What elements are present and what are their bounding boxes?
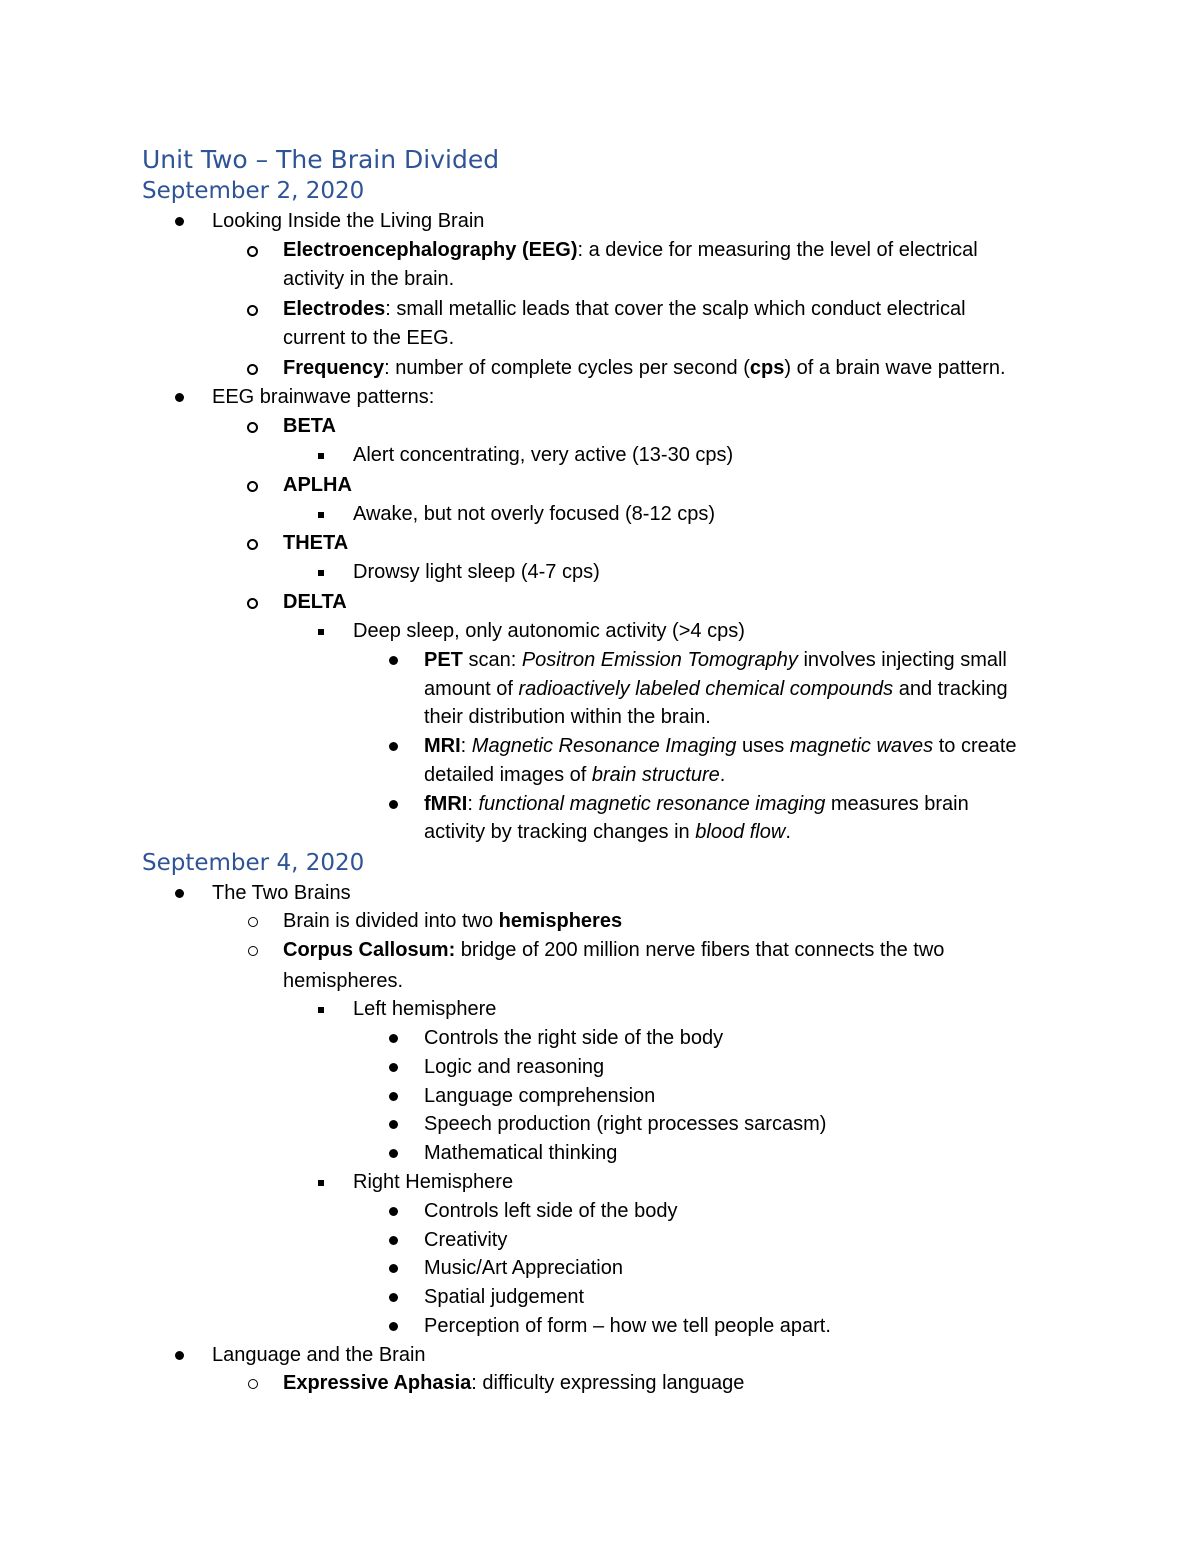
list-item-corpus-callosum: Corpus Callosum: bridge of 200 million nerve fibers that connects the two [283,939,945,961]
list-item-language-brain: Language and the Brain [212,1344,426,1366]
list-item-pet: PET scan: Positron Emission Tomography involves injecting small [424,649,1007,671]
bullet-square-icon [318,570,324,576]
wave-desc-delta: Deep sleep, only autonomic activity (>4 cps) [353,620,745,642]
list-item-pet-cont2: their distribution within the brain. [424,706,711,728]
list-item-eeg: Electroencephalography (EEG): a device for measuring the level of electrical [283,239,978,261]
bullet-disc-icon [389,1264,398,1273]
wave-name-delta: DELTA [283,591,347,613]
bullet-circle-icon [248,946,258,956]
list-item-looking-inside: Looking Inside the Living Brain [212,210,485,232]
right-item: Music/Art Appreciation [424,1257,623,1279]
bullet-disc-icon [175,1351,184,1360]
bullet-circle-icon [247,481,258,492]
list-item-expressive-aphasia: Expressive Aphasia: difficulty expressing language [283,1372,745,1394]
bullet-square-icon [318,453,324,459]
left-item: Logic and reasoning [424,1056,605,1078]
list-item-mri: MRI: Magnetic Resonance Imaging uses magnetic waves to create [424,735,1017,757]
right-item: Spatial judgement [424,1286,585,1308]
bullet-disc-icon [175,889,184,898]
list-item-corpus-callosum-cont: hemispheres. [283,970,404,992]
document-title: Unit Two – The Brain Divided [142,145,500,174]
left-item: Mathematical thinking [424,1142,618,1164]
list-item-eeg-cont: activity in the brain. [283,268,455,290]
bullet-disc-icon [389,1092,398,1101]
wave-desc-alpha: Awake, but not overly focused (8-12 cps) [353,503,716,525]
bullet-square-icon [318,1180,324,1186]
right-item: Creativity [424,1229,508,1251]
bullet-circle-icon [248,1379,258,1389]
bullet-disc-icon [389,1207,398,1216]
bullet-disc-icon [389,1034,398,1043]
bullet-circle-icon [247,246,258,257]
wave-name-beta: BETA [283,415,336,437]
date-heading-sep2: September 2, 2020 [142,178,365,204]
bullet-disc-icon [389,800,398,809]
wave-name-alpha: APLHA [283,474,352,496]
bullet-square-icon [318,1007,324,1013]
bullet-disc-icon [389,1322,398,1331]
date-heading-sep4: September 4, 2020 [142,850,365,876]
right-item: Perception of form – how we tell people apart. [424,1315,831,1337]
bullet-disc-icon [175,393,184,402]
left-item: Speech production (right processes sarcasm) [424,1113,827,1135]
bullet-disc-icon [389,742,398,751]
list-item-fmri: fMRI: functional magnetic resonance imaging measures brain [424,793,969,815]
bullet-disc-icon [389,1236,398,1245]
bullet-square-icon [318,629,324,635]
list-item-mri-cont: detailed images of brain structure. [424,764,726,786]
bullet-circle-icon [247,598,258,609]
list-item-right-hemisphere: Right Hemisphere [353,1171,514,1193]
list-item-two-brains: The Two Brains [212,882,351,904]
bullet-circle-icon [247,305,258,316]
list-item-eeg-patterns: EEG brainwave patterns: [212,386,435,408]
list-item-hemispheres: Brain is divided into two hemispheres [283,910,623,932]
bullet-circle-icon [247,539,258,550]
list-item-frequency: Frequency: number of complete cycles per second (cps) of a brain wave pattern. [283,357,1006,379]
bullet-disc-icon [389,1149,398,1158]
list-item-electrodes: Electrodes: small metallic leads that cover the scalp which conduct electrical [283,298,966,320]
left-item: Language comprehension [424,1085,656,1107]
wave-desc-beta: Alert concentrating, very active (13-30 cps) [353,444,734,466]
bullet-disc-icon [389,1120,398,1129]
bullet-disc-icon [389,1293,398,1302]
bullet-circle-icon [247,422,258,433]
bullet-disc-icon [389,1063,398,1072]
right-item: Controls left side of the body [424,1200,678,1222]
bullet-circle-icon [248,917,258,927]
wave-name-theta: THETA [283,532,349,554]
list-item-left-hemisphere: Left hemisphere [353,998,497,1020]
bullet-disc-icon [389,656,398,665]
bullet-circle-icon [247,364,258,375]
bullet-disc-icon [175,217,184,226]
bullet-square-icon [318,512,324,518]
list-item-fmri-cont: activity by tracking changes in blood flow. [424,821,791,843]
list-item-pet-cont: amount of radioactively labeled chemical compounds and tracking [424,678,1008,700]
list-item-electrodes-cont: current to the EEG. [283,327,455,349]
left-item: Controls the right side of the body [424,1027,724,1049]
wave-desc-theta: Drowsy light sleep (4-7 cps) [353,561,600,583]
